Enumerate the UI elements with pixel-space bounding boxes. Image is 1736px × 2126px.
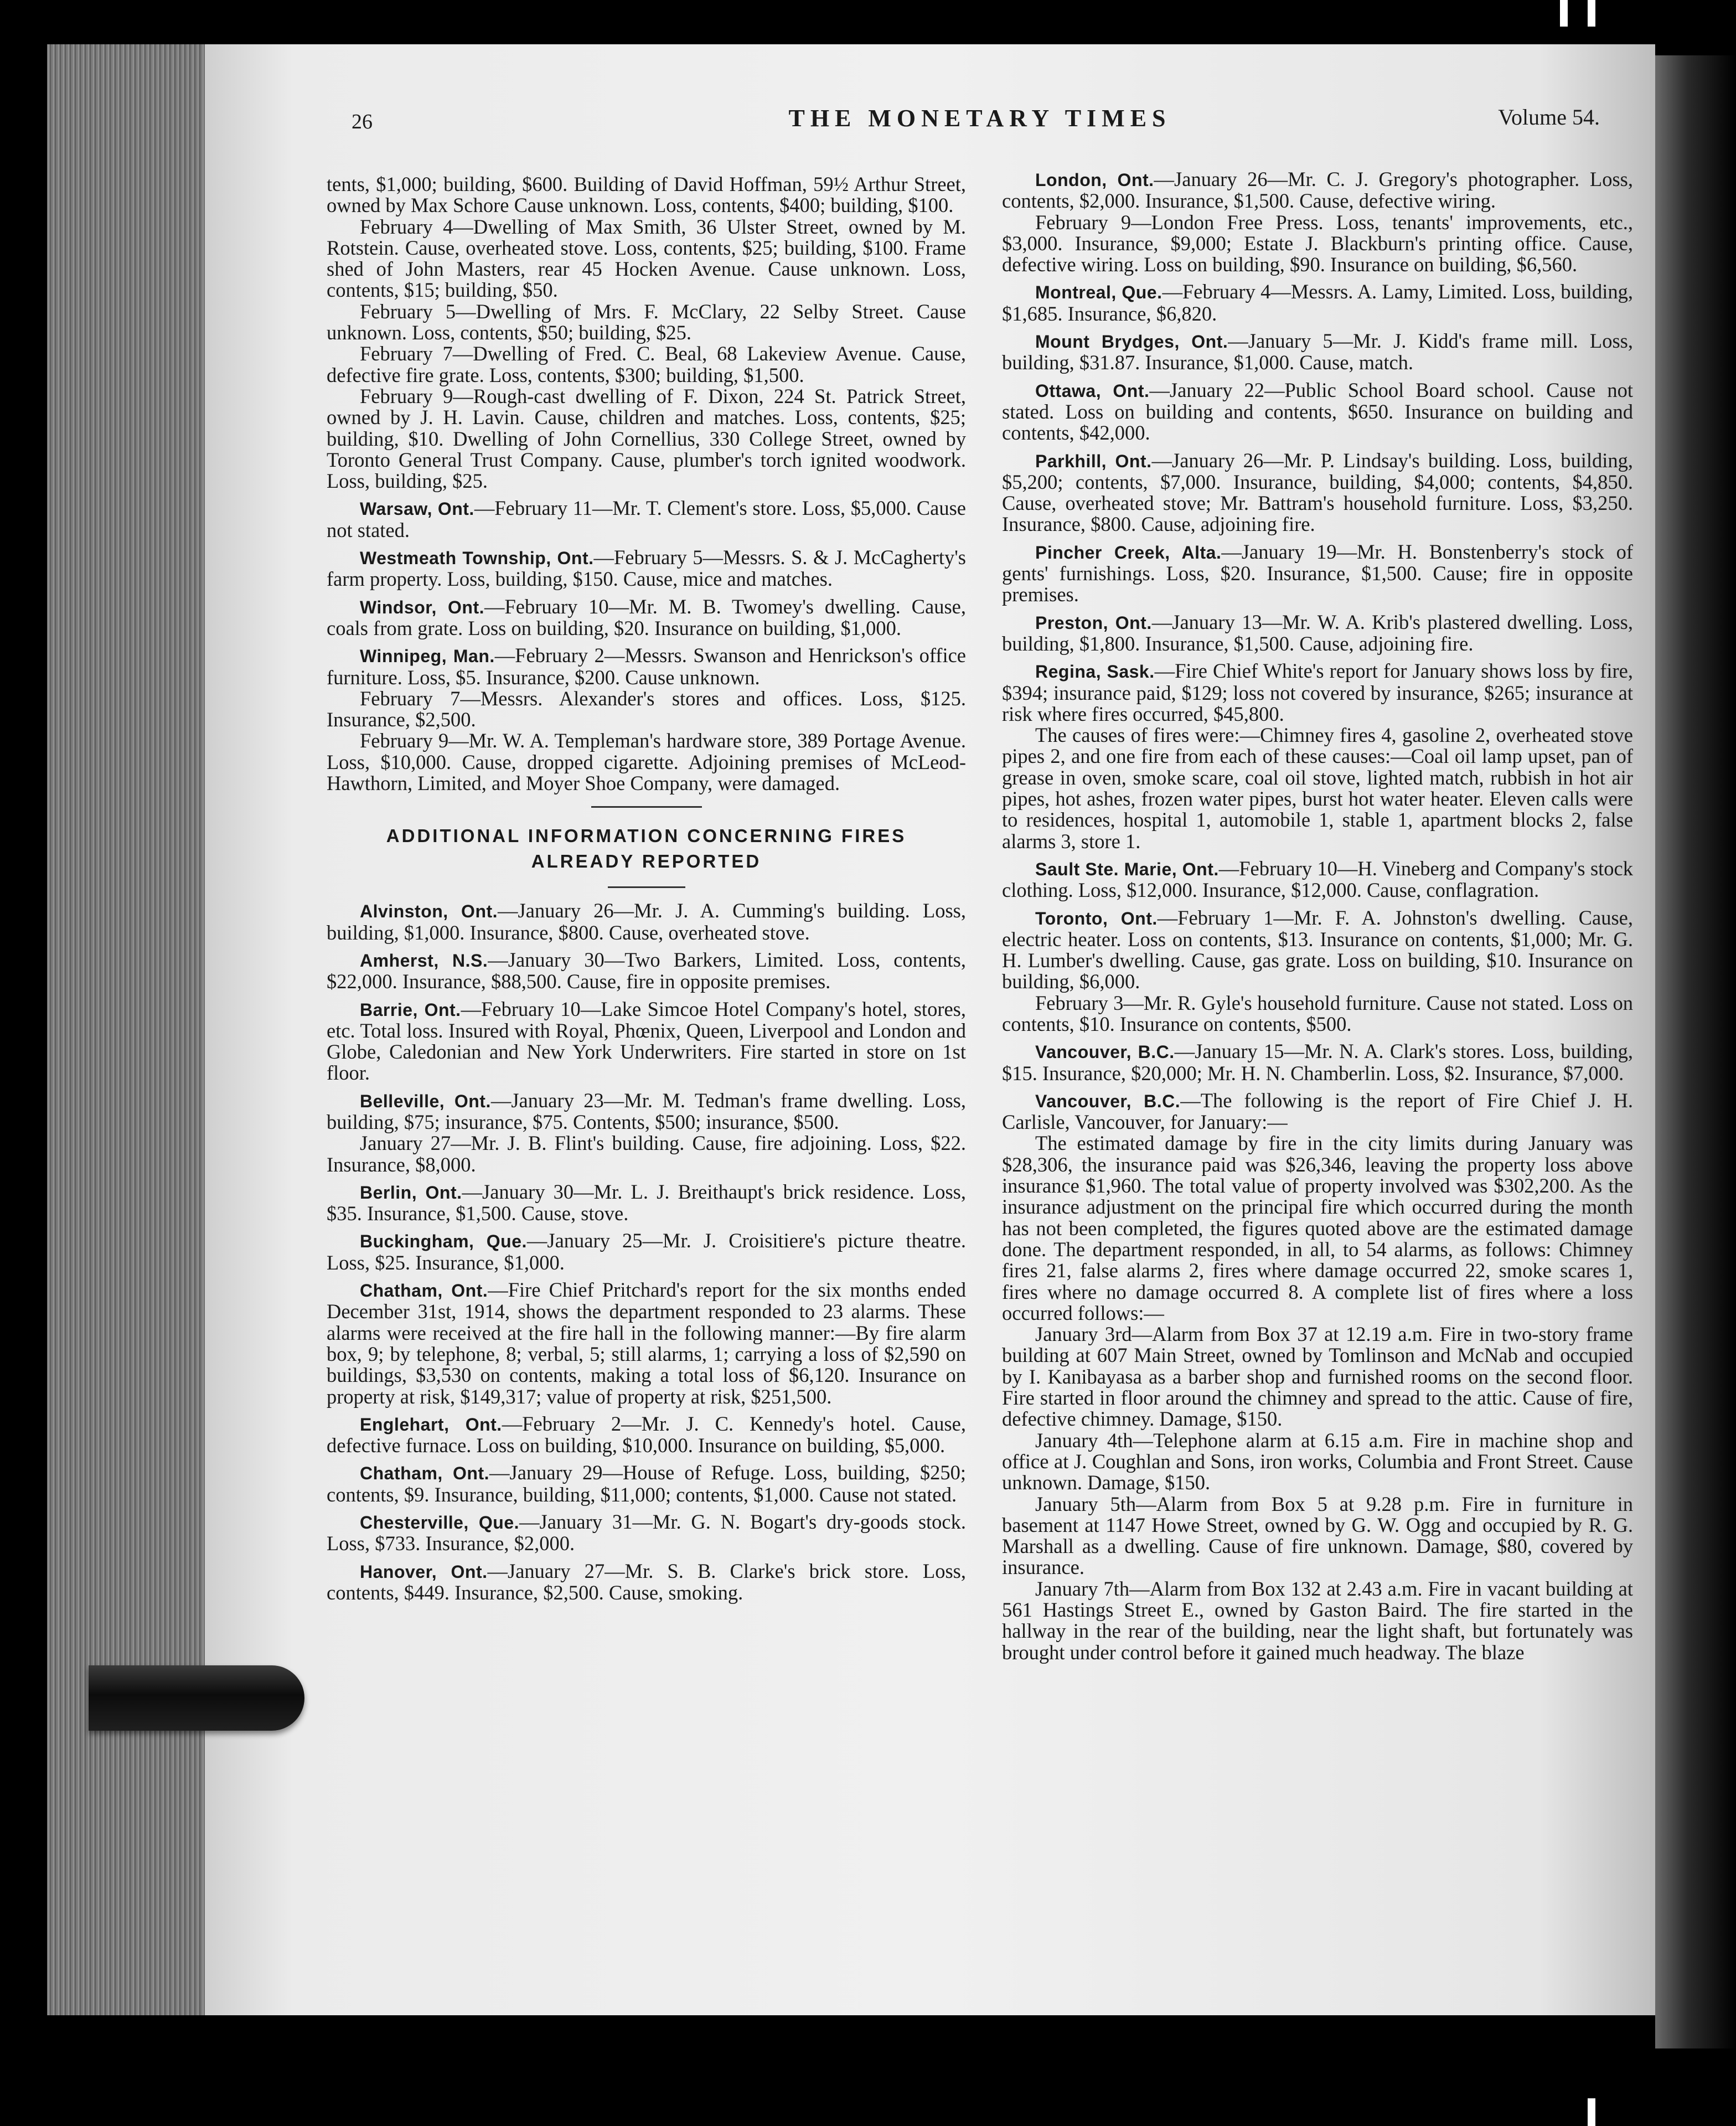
entry-text: —January 29—House of Refuge. Loss, building, $250; contents, $9. Insurance, building, $11,000; contents, $1,000. Cause not stated. xyxy=(327,1461,966,1506)
entry-text: —January 25—Mr. J. Croisitiere's picture theatre. Loss, $25. Insurance, $1,000. xyxy=(327,1229,966,1274)
place-name: Sault Ste. Marie, Ont. xyxy=(1035,859,1219,879)
fire-entry xyxy=(327,1511,966,1555)
fire-entry xyxy=(327,645,966,688)
book-gutter-shadow xyxy=(1655,55,1736,2048)
place-name: Barrie, Ont. xyxy=(360,999,461,1020)
entry-text: —February 11—Mr. T. Clement's store. Loss, $5,000. Cause not stated. xyxy=(327,497,967,541)
fire-entry xyxy=(327,1181,966,1225)
fire-entry xyxy=(1002,169,1633,212)
place-name: Alvinston, Ont. xyxy=(360,901,498,922)
page-clip-holder xyxy=(89,1665,304,1731)
fire-entry xyxy=(1002,1090,1633,1133)
report-paragraph: January 4th—Telephone alarm at 6.15 a.m. Fire in machine shop and office at J. Coughlan and Sons, iron works, Columbia and Front Street. Cause unknown. Damage, $150. xyxy=(1002,1428,1633,1494)
left-column xyxy=(327,174,966,1603)
place-name: Chatham, Ont. xyxy=(360,1281,488,1301)
entry-text: —February 10—H. Vineberg and Company's stock clothing. Loss, $12,000. Insurance, $12,000. Cause, conflagration. xyxy=(1002,856,1634,902)
entry-text: —February 5—Messrs. S. & J. McCagherty's farm property. Loss, building, $150. Cause, mice and matches. xyxy=(327,546,966,591)
entry-continuation: The causes of fires were:—Chimney fires 4, gasoline 2, overheated stove pipes 2, and one fire from each of these causes:—Coal oil lamp upset, pan of grease in oven, smoke scare, coal oil stove, lighted match, rubbish in hot air pipes, hot ashes, frozen water pipes, burst hot water heater. Eleven calls were to residences, hospital 1, automobile 1, stable 1, apartment blocks 2, false alarms 3, store 1. xyxy=(1002,724,1633,853)
fire-entry xyxy=(327,596,966,639)
entry-text: —January 13—Mr. W. A. Krib's plastered dwelling. Loss, building, $1,800. Insurance, $1,500. Cause, adjoining fire. xyxy=(1002,610,1633,655)
entry-text: —January 26—Mr. C. J. Gregory's photographer. Loss, contents, $2,000. Insurance, $1,500. Cause, defective wiring. xyxy=(1002,168,1633,213)
fire-entry xyxy=(1002,612,1633,655)
entry-text: —Fire Chief White's report for January shows loss by fire, $394; insurance paid, $129; loss not covered by insurance, $265; insurance at risk where fires occurred, $45,800. xyxy=(1002,659,1634,725)
section-heading-line: ADDITIONAL INFORMATION CONCERNING FIRES xyxy=(386,825,907,847)
place-name: Montreal, Que. xyxy=(1035,282,1162,303)
entry-text: —January 26—Mr. J. A. Cumming's building. Loss, building, $1,000. Insurance, $800. Cause, overheated stove. xyxy=(327,899,966,944)
place-name: Chatham, Ont. xyxy=(360,1463,490,1484)
film-edge-mark xyxy=(1588,0,1595,27)
place-name: Vancouver, B.C. xyxy=(1035,1091,1181,1111)
fire-entry xyxy=(1002,331,1633,374)
section-heading-line: ALREADY REPORTED xyxy=(531,851,762,872)
fire-entry xyxy=(1002,450,1633,535)
section-divider xyxy=(608,886,685,888)
entry-text: —January 5—Mr. J. Kidd's frame mill. Loss, building, $31.87. Insurance, $1,000. Cause, match. xyxy=(1002,329,1633,374)
continuation-paragraph: February 7—Dwelling of Fred. C. Beal, 68 Lakeview Avenue. Cause, defective fire grate. Loss, contents, $300; building, $1,500. xyxy=(327,342,966,386)
place-name: Amherst, N.S. xyxy=(360,950,488,971)
volume-label: Volume 54. xyxy=(1498,105,1600,130)
entry-continuation: February 9—Mr. W. A. Templeman's hardware store, 389 Portage Avenue. Loss, $10,000. Cause, dropped cigarette. Adjoining premises of McLeod-Hawthorn, Limited, and Moyer Shoe Company, were damaged. xyxy=(327,729,966,795)
entry-text: —February 2—Mr. J. C. Kennedy's hotel. Cause, defective furnace. Loss on building, $10,000. Insurance on building, $5,000. xyxy=(327,1412,966,1457)
place-name: Mount Brydges, Ont. xyxy=(1035,332,1228,352)
report-paragraph: January 7th—Alarm from Box 132 at 2.43 a.m. Fire in vacant building at 561 Hastings Street E., owned by Gaston Baird. The fire started in the hallway in the rear of the building, near the light shaft, but fortunately was brought under control before it gained much headway. The blaze xyxy=(1002,1577,1633,1664)
fire-entry xyxy=(327,1090,966,1133)
fire-entry xyxy=(1002,380,1633,444)
place-name: Pincher Creek, Alta. xyxy=(1035,542,1222,563)
place-name: London, Ont. xyxy=(1035,170,1154,190)
entry-text: —January 22—Public School Board school. Cause not stated. Loss on building and contents, $650. Insurance on building and contents, $42,000. xyxy=(1002,378,1633,445)
place-name: Winnipeg, Man. xyxy=(360,646,495,667)
place-name: Toronto, Ont. xyxy=(1035,908,1158,928)
fire-entry xyxy=(327,1230,966,1273)
fire-entry xyxy=(1002,660,1633,725)
entry-text: —February 2—Messrs. Swanson and Henrickson's office furniture. Loss, $5. Insurance, $200. Cause unknown. xyxy=(327,644,967,689)
film-edge-mark xyxy=(1560,0,1568,27)
entry-text: —January 15—Mr. N. A. Clark's stores. Loss, building, $15. Insurance, $20,000; Mr. H. N. Chamberlin. Loss, $2. Insurance, $7,000. xyxy=(1002,1040,1634,1085)
fire-entry xyxy=(327,1561,966,1604)
section-heading xyxy=(327,823,966,874)
fire-entry xyxy=(1002,541,1633,606)
entry-text: —February 1—Mr. F. A. Johnston's dwelling. Cause, electric heater. Loss on contents, $13. Insurance on contents, $1,000; Mr. G. H. Lumber's dwelling. Cause, gas grate. Loss on building, $10. Insurance on building, $6,000. xyxy=(1002,906,1634,993)
place-name: Preston, Ont. xyxy=(1035,612,1152,633)
fire-entry xyxy=(327,999,966,1084)
entry-continuation: February 7—Messrs. Alexander's stores and offices. Loss, $125. Insurance, $2,500. xyxy=(327,687,966,731)
entry-text: —January 26—Mr. P. Lindsay's building. Loss, building, $5,200; contents, $7,000. Insurance, building, $4,000; contents, $4,850. Cause, overheated stove; Mr. Battram's household furniture. Loss, $3,250. Insurance, $800. Cause, adjoining fire. xyxy=(1002,448,1634,536)
section-divider xyxy=(591,806,702,808)
place-name: Windsor, Ont. xyxy=(360,597,484,617)
fire-entry xyxy=(327,1462,966,1505)
report-paragraph: January 3rd—Alarm from Box 37 at 12.19 a.m. Fire in two-story frame building at 607 Main Street, owned by Tomlinson and McNab and occupied by I. Kanibayasa as a barber shop and furnished rooms on the second floor. Fire started in floor around the chimney and spread to the attic. Cause of fire, defective chimney. Damage, $150. xyxy=(1002,1323,1633,1431)
fire-entry xyxy=(327,900,966,943)
fire-entry xyxy=(327,1413,966,1457)
entry-text: —January 30—Two Barkers, Limited. Loss, contents, $22,000. Insurance, $88,500. Cause, fire in opposite premises. xyxy=(327,948,966,993)
right-column xyxy=(1002,169,1633,1663)
book-binding-edge xyxy=(0,0,47,2126)
continuation-paragraph: February 9—Rough-cast dwelling of F. Dixon, 224 St. Patrick Street, owned by J. H. Lavin. Cause, children and matches. Loss, contents, $25; building, $10. Dwelling of John Cornellius, 330 College Street, owned by Toronto General Trust Company. Cause, plumber's torch ignited woodwork. Loss, building, $25. xyxy=(327,384,966,493)
entry-text: —January 27—Mr. S. B. Clarke's brick store. Loss, contents, $449. Insurance, $2,500. Cause, smoking. xyxy=(327,1559,966,1604)
place-name: Chesterville, Que. xyxy=(360,1513,520,1533)
place-name: Parkhill, Ont. xyxy=(1035,451,1152,471)
place-name: Ottawa, Ont. xyxy=(1035,380,1150,401)
place-name: Berlin, Ont. xyxy=(360,1182,462,1203)
entry-text: —January 30—Mr. L. J. Breithaupt's brick residence. Loss, $35. Insurance, $1,500. Cause, stove. xyxy=(327,1180,966,1225)
entry-text: —February 4—Messrs. A. Lamy, Limited. Loss, building, $1,685. Insurance, $6,820. xyxy=(1002,280,1633,325)
continuation-paragraph: February 5—Dwelling of Mrs. F. McClary, 22 Selby Street. Cause unknown. Loss, contents, $50; building, $25. xyxy=(327,300,966,344)
place-name: Englehart, Ont. xyxy=(360,1414,502,1434)
entry-text: —January 19—Mr. H. Bonstenberry's stock of gents' furnishings. Loss, $20. Insurance, $1,500. Cause; fire in opposite premises. xyxy=(1002,540,1634,606)
continuation-paragraph: tents, $1,000; building, $600. Building of David Hoffman, 59½ Arthur Street, owned by Max Schore Cause unknown. Loss, contents, $400; building, $100. xyxy=(327,173,966,217)
entry-continuation: January 27—Mr. J. B. Flint's building. Cause, fire adjoining. Loss, $22. Insurance, $8,000. xyxy=(327,1132,966,1176)
fire-entry xyxy=(1002,858,1633,901)
place-name: Vancouver, B.C. xyxy=(1035,1042,1175,1062)
entry-text: —February 10—Mr. M. B. Twomey's dwelling. Cause, coals from grate. Loss on building, $20. Insurance on building, $1,000. xyxy=(327,595,967,639)
entry-text: —February 10—Lake Simcoe Hotel Company's hotel, stores, etc. Total loss. Insured with Royal, Phœnix, Queen, Liverpool and London and Globe, Caledonian and New York Underwriters. Fire started in store on 1st floor. xyxy=(327,997,967,1085)
fire-entry xyxy=(1002,1041,1633,1084)
report-paragraph: The estimated damage by fire in the city limits during January was $28,306, the insurance paid was $26,346, leaving the property loss above insurance $1,960. The total value of property involved was $302,200. As the insurance adjustment on the principal fire which occurred during the month has not been completed, the figures quoted above are the estimated damage done. The department responded, in all, to 54 alarms, as follows: Chimney fires 21, false alarms 2, fires where damage occurred 22, smoke scares 1, fires where no damage occurred 8. A complete list of fires where a loss occurred follows:— xyxy=(1002,1132,1633,1324)
entry-continuation: February 9—London Free Press. Loss, tenants' improvements, etc., $3,000. Insurance, $9,000; Estate J. Blackburn's printing office. Cause, defective wiring. Loss on building, $90. Insurance on building, $6,560. xyxy=(1002,210,1633,276)
fire-entry xyxy=(1002,281,1633,324)
fire-entry xyxy=(327,1279,966,1407)
report-paragraph: January 5th—Alarm from Box 5 at 9.28 p.m. Fire in furniture in basement at 1147 Howe Street, owned by G. W. Ogg and occupied by R. G. Marshall as a dwelling. Cause of fire unknown. Damage, $80, covered by insurance. xyxy=(1002,1492,1633,1579)
entry-text: —Fire Chief Pritchard's report for the six months ended December 31st, 1914, shows the department responded to 23 alarms. These alarms were received at the fire hall in the following manner:—By fire alarm box, 9; by telephone, 8; verbal, 5; still alarms, 1; carrying a loss of $2,590 on buildings, $3,530 on contents, making a total loss of $6,120. Insurance on property at risk, $149,317; value of property at risk, $251,500. xyxy=(327,1278,967,1408)
entry-continuation: February 3—Mr. R. Gyle's household furniture. Cause not stated. Loss on contents, $10. Insurance on contents, $500. xyxy=(1002,991,1633,1035)
place-name: Buckingham, Que. xyxy=(360,1231,527,1252)
fire-entry xyxy=(327,547,966,590)
film-edge-mark xyxy=(1588,2098,1595,2126)
place-name: Westmeath Township, Ont. xyxy=(360,548,594,569)
entry-text: —The following is the report of Fire Chief J. H. Carlisle, Vancouver, for January:— xyxy=(1002,1088,1633,1134)
place-name: Warsaw, Ont. xyxy=(360,499,474,519)
place-name: Hanover, Ont. xyxy=(360,1561,488,1582)
fire-entry xyxy=(327,498,966,541)
fire-entry xyxy=(1002,907,1633,993)
place-name: Belleville, Ont. xyxy=(360,1091,491,1111)
continuation-paragraph: February 4—Dwelling of Max Smith, 36 Ulster Street, owned by M. Rotstein. Cause, overheated stove. Loss, contents, $25; building, $100. Frame shed of John Masters, rear 45 Hocken Avenue. Cause unknown. Loss, contents, $15; building, $50. xyxy=(327,215,966,302)
publication-title: THE MONETARY TIMES xyxy=(788,105,1171,132)
place-name: Regina, Sask. xyxy=(1035,662,1155,682)
entry-text: —January 23—Mr. M. Tedman's frame dwelling. Loss, building, $75; insurance, $75. Contents, $500; insurance, $500. xyxy=(327,1088,967,1133)
page-header xyxy=(343,104,1616,137)
entry-text: —January 31—Mr. G. N. Bogart's dry-goods stock. Loss, $733. Insurance, $2,000. xyxy=(327,1510,966,1555)
page-number: 26 xyxy=(352,110,373,133)
fire-entry xyxy=(327,950,966,993)
